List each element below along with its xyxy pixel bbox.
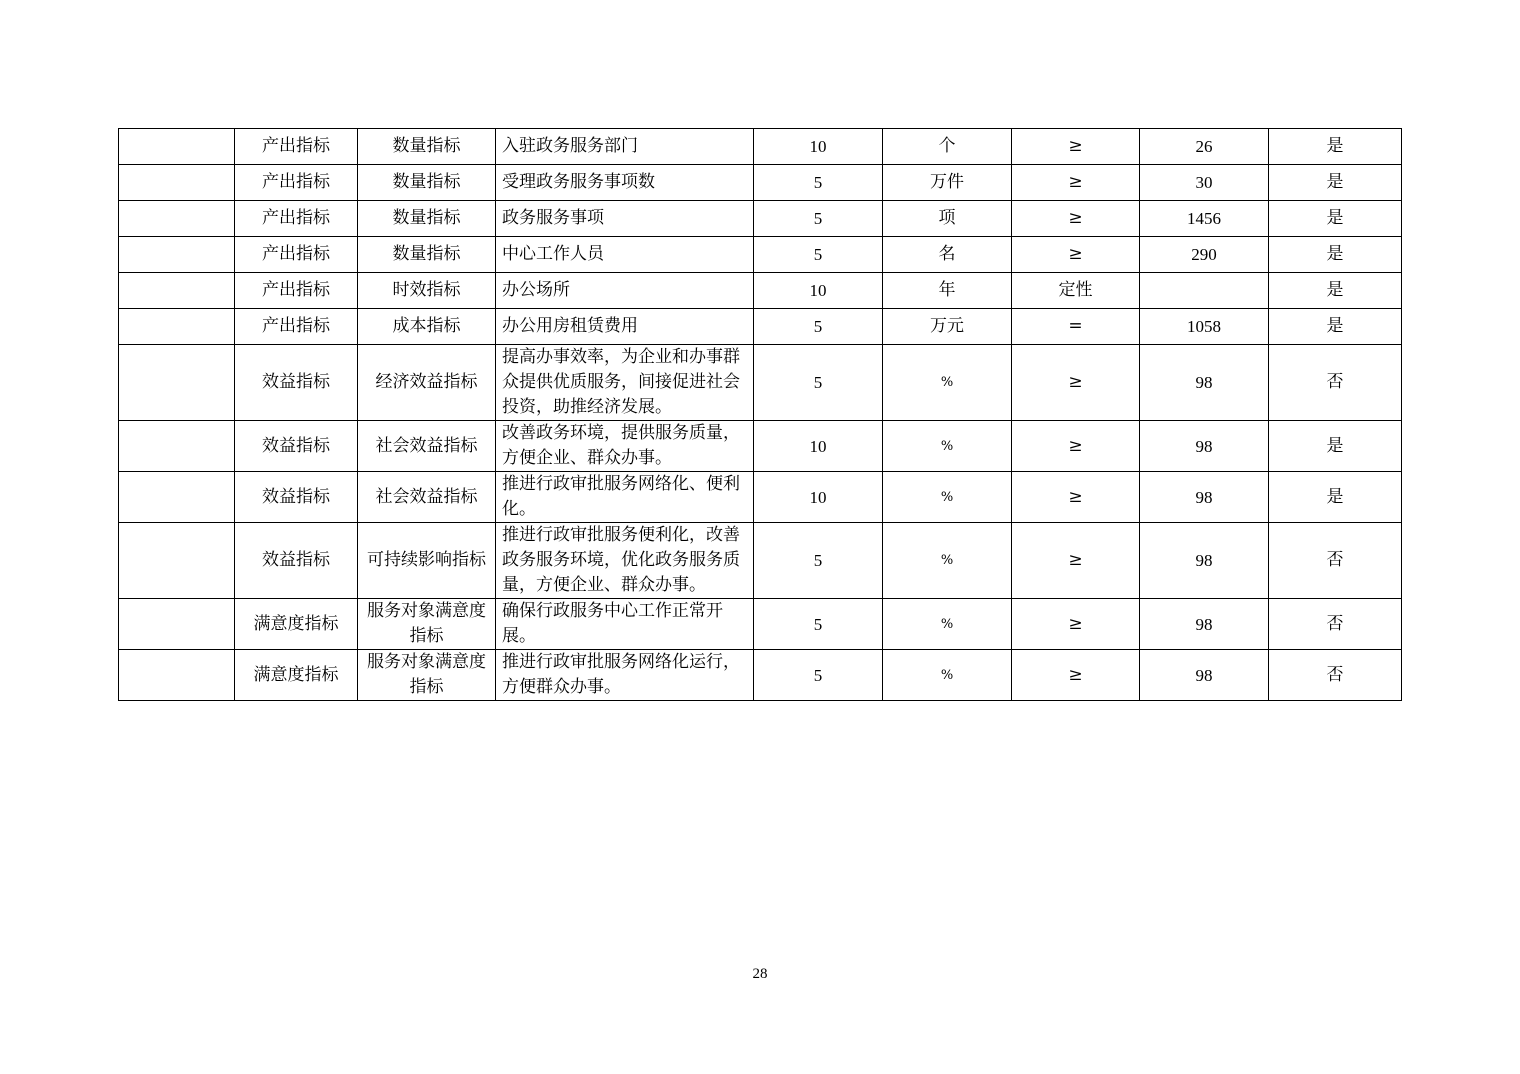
blank-cell (119, 201, 235, 237)
weight-cell: 5 (754, 650, 883, 701)
unit-cell: % (883, 523, 1012, 599)
core-indicator-cell: 是 (1269, 472, 1402, 523)
indicator-name-cell: 提高办事效率，为企业和办事群众提供优质服务，间接促进社会投资，助推经济发展。 (496, 345, 754, 421)
level2-indicator-cell: 数量指标 (358, 237, 496, 273)
table-row (119, 129, 1402, 165)
core-indicator-cell: 否 (1269, 523, 1402, 599)
operator-cell: ≥ (1012, 345, 1140, 421)
core-indicator-cell: 是 (1269, 421, 1402, 472)
weight-cell: 5 (754, 309, 883, 345)
unit-cell: % (883, 421, 1012, 472)
weight-cell: 5 (754, 201, 883, 237)
operator-cell: = (1012, 309, 1140, 345)
indicator-name-cell: 入驻政务服务部门 (496, 129, 754, 165)
level2-indicator-cell: 时效指标 (358, 273, 496, 309)
blank-cell (119, 129, 235, 165)
blank-cell (119, 165, 235, 201)
target-value-cell: 26 (1140, 129, 1269, 165)
target-value-cell: 98 (1140, 523, 1269, 599)
target-value-cell: 1058 (1140, 309, 1269, 345)
operator-cell: ≥ (1012, 129, 1140, 165)
table-row (119, 599, 1402, 650)
blank-cell (119, 599, 235, 650)
indicator-name-cell: 改善政务环境，提供服务质量，方便企业、群众办事。 (496, 421, 754, 472)
indicator-name-cell: 推进行政审批服务网络化、便利化。 (496, 472, 754, 523)
unit-cell: 项 (883, 201, 1012, 237)
target-value-cell: 98 (1140, 472, 1269, 523)
unit-cell: % (883, 345, 1012, 421)
indicator-name-cell: 受理政务服务事项数 (496, 165, 754, 201)
level2-indicator-cell: 社会效益指标 (358, 472, 496, 523)
operator-cell: 定性 (1012, 273, 1140, 309)
level2-indicator-cell: 社会效益指标 (358, 421, 496, 472)
core-indicator-cell: 是 (1269, 237, 1402, 273)
core-indicator-cell: 是 (1269, 273, 1402, 309)
target-value-cell: 290 (1140, 237, 1269, 273)
unit-cell: 年 (883, 273, 1012, 309)
level2-indicator-cell: 数量指标 (358, 129, 496, 165)
unit-cell: 万元 (883, 309, 1012, 345)
level1-indicator-cell: 效益指标 (235, 421, 358, 472)
indicator-name-cell: 推进行政审批服务网络化运行，方便群众办事。 (496, 650, 754, 701)
table-row (119, 345, 1402, 421)
table-row (119, 650, 1402, 701)
level1-indicator-cell: 效益指标 (235, 472, 358, 523)
core-indicator-cell: 否 (1269, 345, 1402, 421)
indicator-name-cell: 中心工作人员 (496, 237, 754, 273)
performance-indicator-table (118, 128, 1402, 701)
level1-indicator-cell: 满意度指标 (235, 599, 358, 650)
blank-cell (119, 309, 235, 345)
weight-cell: 10 (754, 273, 883, 309)
level1-indicator-cell: 产出指标 (235, 201, 358, 237)
level2-indicator-cell: 可持续影响指标 (358, 523, 496, 599)
level1-indicator-cell: 产出指标 (235, 165, 358, 201)
unit-cell: % (883, 650, 1012, 701)
weight-cell: 5 (754, 165, 883, 201)
operator-cell: ≥ (1012, 650, 1140, 701)
operator-cell: ≥ (1012, 599, 1140, 650)
unit-cell: 个 (883, 129, 1012, 165)
indicator-name-cell: 确保行政服务中心工作正常开展。 (496, 599, 754, 650)
target-value-cell: 98 (1140, 421, 1269, 472)
level2-indicator-cell: 经济效益指标 (358, 345, 496, 421)
operator-cell: ≥ (1012, 523, 1140, 599)
level1-indicator-cell: 效益指标 (235, 345, 358, 421)
core-indicator-cell: 是 (1269, 129, 1402, 165)
weight-cell: 5 (754, 237, 883, 273)
blank-cell (119, 345, 235, 421)
operator-cell: ≥ (1012, 201, 1140, 237)
target-value-cell: 30 (1140, 165, 1269, 201)
table-row (119, 523, 1402, 599)
weight-cell: 10 (754, 129, 883, 165)
operator-cell: ≥ (1012, 421, 1140, 472)
weight-cell: 5 (754, 599, 883, 650)
table-row (119, 201, 1402, 237)
target-value-cell: 98 (1140, 345, 1269, 421)
blank-cell (119, 650, 235, 701)
operator-cell: ≥ (1012, 237, 1140, 273)
level1-indicator-cell: 效益指标 (235, 523, 358, 599)
level2-indicator-cell: 成本指标 (358, 309, 496, 345)
level2-indicator-cell: 服务对象满意度指标 (358, 650, 496, 701)
level2-indicator-cell: 数量指标 (358, 165, 496, 201)
weight-cell: 5 (754, 523, 883, 599)
level2-indicator-cell: 服务对象满意度指标 (358, 599, 496, 650)
level1-indicator-cell: 产出指标 (235, 273, 358, 309)
level2-indicator-cell: 数量指标 (358, 201, 496, 237)
target-value-cell (1140, 273, 1269, 309)
table-row (119, 273, 1402, 309)
weight-cell: 10 (754, 472, 883, 523)
unit-cell: % (883, 599, 1012, 650)
core-indicator-cell: 否 (1269, 650, 1402, 701)
core-indicator-cell: 是 (1269, 165, 1402, 201)
indicator-name-cell: 办公场所 (496, 273, 754, 309)
table-row (119, 309, 1402, 345)
blank-cell (119, 523, 235, 599)
core-indicator-cell: 是 (1269, 309, 1402, 345)
table-row (119, 237, 1402, 273)
table-row (119, 421, 1402, 472)
target-value-cell: 98 (1140, 599, 1269, 650)
target-value-cell: 98 (1140, 650, 1269, 701)
level1-indicator-cell: 产出指标 (235, 237, 358, 273)
unit-cell: 万件 (883, 165, 1012, 201)
blank-cell (119, 273, 235, 309)
level1-indicator-cell: 产出指标 (235, 129, 358, 165)
blank-cell (119, 421, 235, 472)
blank-cell (119, 237, 235, 273)
weight-cell: 10 (754, 421, 883, 472)
weight-cell: 5 (754, 345, 883, 421)
level1-indicator-cell: 满意度指标 (235, 650, 358, 701)
unit-cell: % (883, 472, 1012, 523)
table-row (119, 165, 1402, 201)
level1-indicator-cell: 产出指标 (235, 309, 358, 345)
blank-cell (119, 472, 235, 523)
operator-cell: ≥ (1012, 472, 1140, 523)
page-number: 28 (752, 966, 768, 982)
indicator-name-cell: 办公用房租赁费用 (496, 309, 754, 345)
core-indicator-cell: 是 (1269, 201, 1402, 237)
indicator-name-cell: 推进行政审批服务便利化，改善政务服务环境，优化政务服务质量，方便企业、群众办事。 (496, 523, 754, 599)
indicator-name-cell: 政务服务事项 (496, 201, 754, 237)
unit-cell: 名 (883, 237, 1012, 273)
table-row (119, 472, 1402, 523)
operator-cell: ≥ (1012, 165, 1140, 201)
core-indicator-cell: 否 (1269, 599, 1402, 650)
target-value-cell: 1456 (1140, 201, 1269, 237)
